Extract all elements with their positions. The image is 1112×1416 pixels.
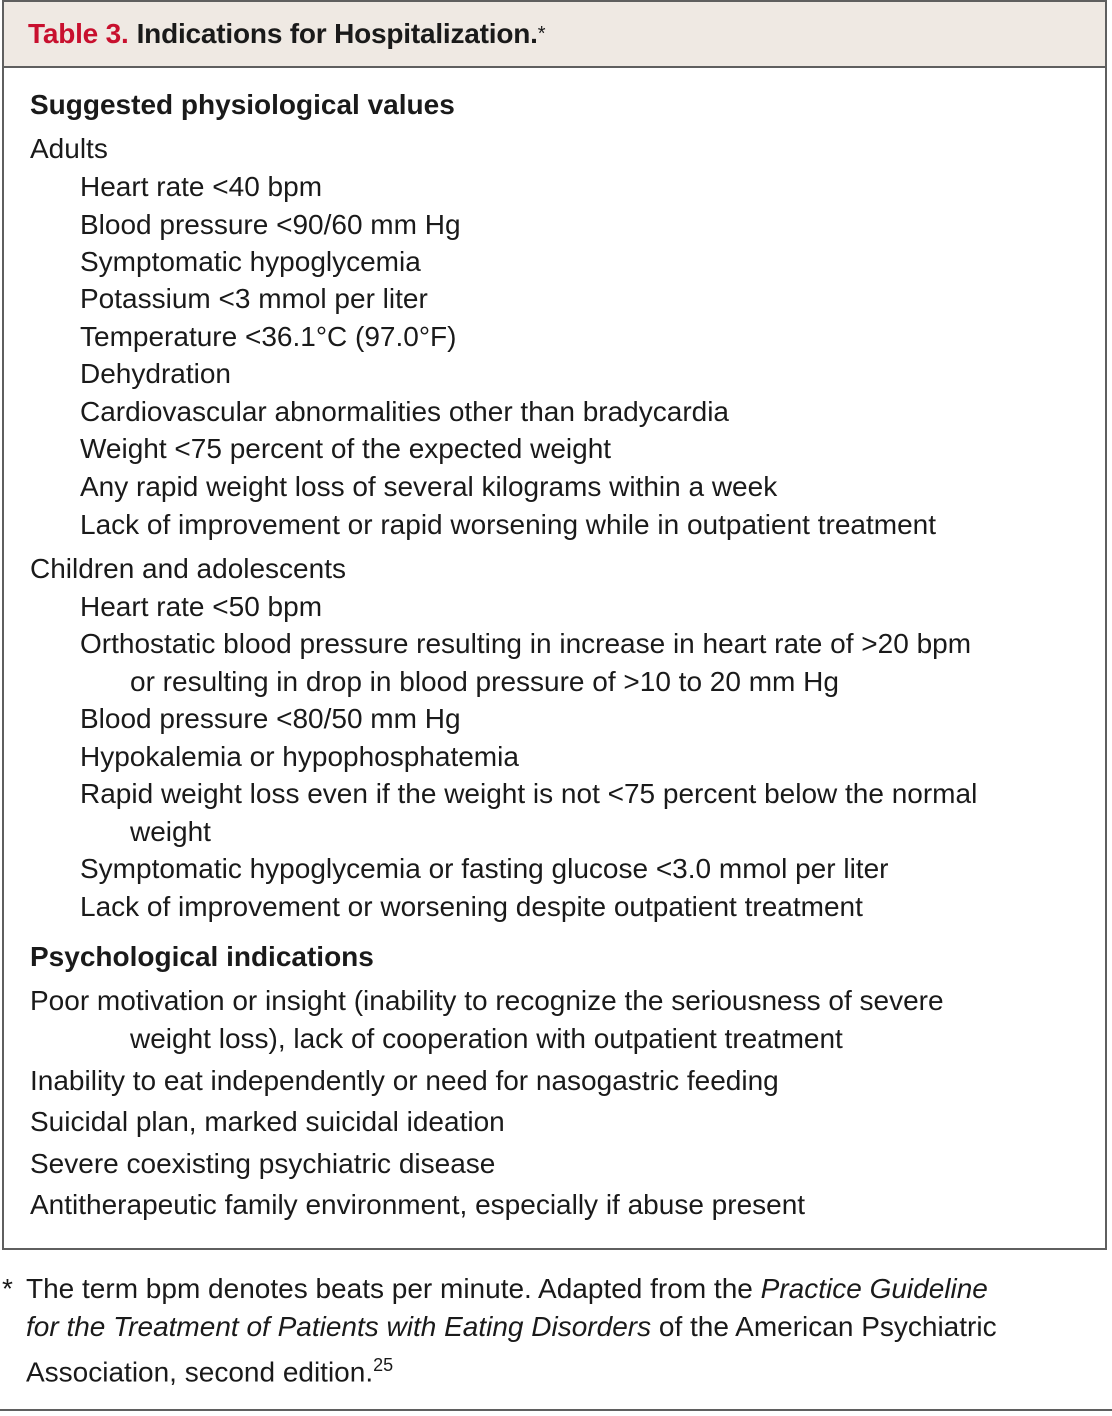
footnote-text: Association, second edition. <box>26 1356 374 1388</box>
list-item: Hypokalemia or hypophosphatemia <box>80 741 519 772</box>
table-title-bar <box>4 2 1105 68</box>
group-label-adults: Adults <box>30 133 108 164</box>
list-item: Dehydration <box>80 358 231 389</box>
list-item: Suicidal plan, marked suicidal ideation <box>30 1106 505 1137</box>
bottom-divider <box>0 1409 1112 1411</box>
list-item: Orthostatic blood pressure resulting in increase in heart rate of >20 bpm <box>80 628 972 659</box>
footnote-text: of the American Psychiatric <box>651 1311 997 1342</box>
group-label-children: Children and adolescents <box>30 553 346 584</box>
footnote-mark: * <box>2 1273 13 1304</box>
section-heading-psychological: Psychological indications <box>30 941 374 972</box>
list-item: Symptomatic hypoglycemia <box>80 246 421 277</box>
section-heading-physiological: Suggested physiological values <box>30 89 455 120</box>
list-item: Rapid weight loss even if the weight is not <75 percent below the normal <box>80 778 978 809</box>
list-item: Cardiovascular abnormalities other than bradycardia <box>80 396 730 427</box>
footnote-line <box>26 1270 988 1308</box>
reference-superscript: 25 <box>373 1355 394 1375</box>
footnote-italic-title: for the Treatment of Patients with Eating Disorders <box>26 1311 652 1342</box>
list-item: Weight <75 percent of the expected weight <box>80 433 612 464</box>
list-item: Temperature <36.1°C (97.0°F) <box>80 321 457 352</box>
list-item: Heart rate <40 bpm <box>80 171 323 202</box>
list-item-continuation: weight loss), lack of cooperation with outpatient treatment <box>130 1023 843 1054</box>
list-item-continuation: or resulting in drop in blood pressure of >10 to 20 mm Hg <box>130 666 839 697</box>
list-item: Severe coexisting psychiatric disease <box>30 1148 496 1179</box>
list-item: Lack of improvement or rapid worsening while in outpatient treatment <box>80 509 936 540</box>
list-item: Lack of improvement or worsening despite outpatient treatment <box>80 891 863 922</box>
footnote-italic-title: Practice Guideline <box>760 1273 988 1304</box>
footnote-marker: * <box>537 22 546 45</box>
footnote-line <box>26 1346 393 1391</box>
list-item: Any rapid weight loss of several kilograms within a week <box>80 471 778 502</box>
list-item: Potassium <3 mmol per liter <box>80 283 428 314</box>
list-item-continuation: weight <box>130 816 211 847</box>
list-item: Blood pressure <80/50 mm Hg <box>80 703 461 734</box>
footnote-text: The term bpm denotes beats per minute. Adapted from the <box>26 1273 761 1304</box>
list-item: Heart rate <50 bpm <box>80 591 323 622</box>
table-number: Table 3. <box>28 18 129 49</box>
list-item: Blood pressure <90/60 mm Hg <box>80 209 461 240</box>
list-item: Symptomatic hypoglycemia or fasting glucose <3.0 mmol per liter <box>80 853 889 884</box>
list-item: Inability to eat independently or need for nasogastric feeding <box>30 1065 779 1096</box>
list-item: Poor motivation or insight (inability to recognize the seriousness of severe <box>30 985 944 1016</box>
footnote-line <box>26 1308 997 1346</box>
table-box <box>2 0 1107 1250</box>
table-title: Indications for Hospitalization. <box>136 18 538 49</box>
list-item: Antitherapeutic family environment, especially if abuse present <box>30 1189 806 1220</box>
